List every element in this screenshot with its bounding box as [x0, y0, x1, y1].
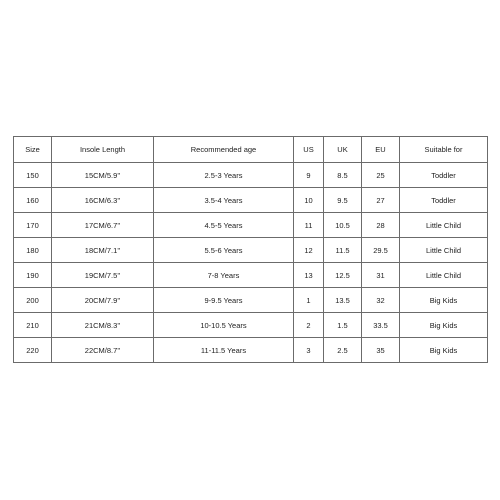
header-row [14, 137, 488, 163]
header-recommended-age: Recommended age [154, 137, 294, 163]
cell-uk: 10.5 [324, 213, 362, 238]
cell-insole-length: 22CM/8.7'' [52, 338, 154, 363]
cell-eu: 27 [362, 188, 400, 213]
table-row [14, 338, 488, 363]
table-row [14, 313, 488, 338]
table-row [14, 188, 488, 213]
cell-uk: 8.5 [324, 163, 362, 188]
cell-uk: 9.5 [324, 188, 362, 213]
cell-suitable-for: Little Child [400, 213, 488, 238]
cell-recommended-age: 10-10.5 Years [154, 313, 294, 338]
cell-uk: 2.5 [324, 338, 362, 363]
cell-insole-length: 16CM/6.3'' [52, 188, 154, 213]
size-chart-table [13, 136, 488, 363]
cell-eu: 35 [362, 338, 400, 363]
cell-recommended-age: 7-8 Years [154, 263, 294, 288]
cell-size: 210 [14, 313, 52, 338]
table-row [14, 263, 488, 288]
cell-eu: 33.5 [362, 313, 400, 338]
cell-insole-length: 21CM/8.3'' [52, 313, 154, 338]
cell-suitable-for: Big Kids [400, 313, 488, 338]
cell-recommended-age: 11-11.5 Years [154, 338, 294, 363]
table-row [14, 213, 488, 238]
cell-eu: 31 [362, 263, 400, 288]
header-insole-length: Insole Length [52, 137, 154, 163]
cell-eu: 28 [362, 213, 400, 238]
cell-insole-length: 19CM/7.5'' [52, 263, 154, 288]
cell-uk: 1.5 [324, 313, 362, 338]
cell-recommended-age: 9-9.5 Years [154, 288, 294, 313]
cell-size: 150 [14, 163, 52, 188]
header-suitable-for: Suitable for [400, 137, 488, 163]
cell-eu: 29.5 [362, 238, 400, 263]
cell-eu: 32 [362, 288, 400, 313]
cell-recommended-age: 5.5-6 Years [154, 238, 294, 263]
cell-recommended-age: 2.5-3 Years [154, 163, 294, 188]
cell-uk: 13.5 [324, 288, 362, 313]
header-us: US [294, 137, 324, 163]
cell-size: 170 [14, 213, 52, 238]
header-size: Size [14, 137, 52, 163]
cell-recommended-age: 3.5-4 Years [154, 188, 294, 213]
cell-eu: 25 [362, 163, 400, 188]
cell-insole-length: 18CM/7.1'' [52, 238, 154, 263]
cell-recommended-age: 4.5-5 Years [154, 213, 294, 238]
cell-size: 200 [14, 288, 52, 313]
cell-suitable-for: Toddler [400, 188, 488, 213]
table-row [14, 163, 488, 188]
table-row [14, 288, 488, 313]
cell-insole-length: 15CM/5.9'' [52, 163, 154, 188]
cell-us: 2 [294, 313, 324, 338]
cell-us: 13 [294, 263, 324, 288]
table-row [14, 238, 488, 263]
cell-suitable-for: Big Kids [400, 288, 488, 313]
cell-us: 9 [294, 163, 324, 188]
header-eu: EU [362, 137, 400, 163]
cell-suitable-for: Toddler [400, 163, 488, 188]
cell-us: 3 [294, 338, 324, 363]
cell-size: 160 [14, 188, 52, 213]
cell-size: 220 [14, 338, 52, 363]
header-uk: UK [324, 137, 362, 163]
cell-suitable-for: Little Child [400, 238, 488, 263]
cell-us: 10 [294, 188, 324, 213]
cell-size: 180 [14, 238, 52, 263]
cell-uk: 11.5 [324, 238, 362, 263]
cell-suitable-for: Big Kids [400, 338, 488, 363]
cell-insole-length: 17CM/6.7'' [52, 213, 154, 238]
cell-uk: 12.5 [324, 263, 362, 288]
cell-us: 1 [294, 288, 324, 313]
cell-insole-length: 20CM/7.9'' [52, 288, 154, 313]
cell-us: 12 [294, 238, 324, 263]
cell-size: 190 [14, 263, 52, 288]
cell-suitable-for: Little Child [400, 263, 488, 288]
cell-us: 11 [294, 213, 324, 238]
